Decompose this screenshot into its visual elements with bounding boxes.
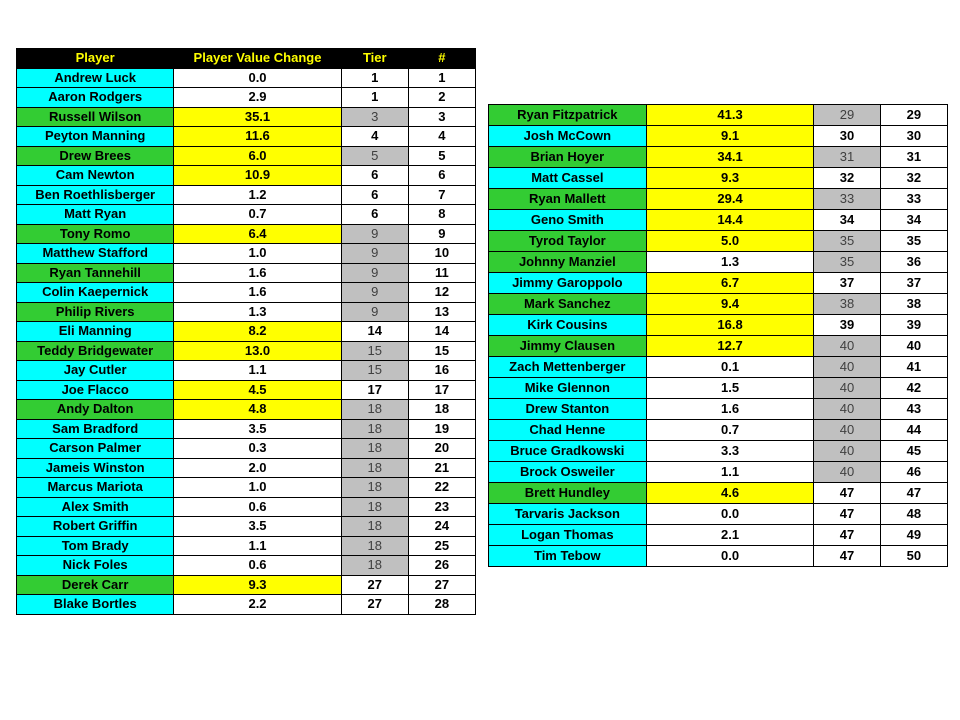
tier-cell: 47 xyxy=(814,483,880,504)
value-change-cell: 41.3 xyxy=(646,105,814,126)
value-change-cell: 9.3 xyxy=(646,168,814,189)
table-row xyxy=(489,462,948,483)
rankings-table-left xyxy=(16,48,476,615)
rank-cell: 43 xyxy=(880,399,947,420)
table-row xyxy=(17,127,476,147)
value-change-cell: 3.5 xyxy=(174,517,341,537)
value-change-cell: 2.1 xyxy=(646,525,814,546)
value-change-cell: 1.0 xyxy=(174,244,341,264)
value-change-cell: 1.1 xyxy=(174,361,341,381)
player-name-cell: Jimmy Clausen xyxy=(489,336,647,357)
tier-cell: 27 xyxy=(341,595,408,615)
player-name-cell: Drew Stanton xyxy=(489,399,647,420)
value-change-cell: 34.1 xyxy=(646,147,814,168)
tier-cell: 29 xyxy=(814,105,880,126)
value-change-cell: 14.4 xyxy=(646,210,814,231)
table-row xyxy=(489,126,948,147)
tier-cell: 40 xyxy=(814,420,880,441)
rank-cell: 6 xyxy=(408,166,475,186)
rank-cell: 21 xyxy=(408,458,475,478)
value-change-cell: 2.9 xyxy=(174,88,341,108)
rank-cell: 11 xyxy=(408,263,475,283)
player-name-cell: Derek Carr xyxy=(17,575,174,595)
header-rank: # xyxy=(408,49,475,69)
rank-cell: 34 xyxy=(880,210,947,231)
tier-cell: 18 xyxy=(341,517,408,537)
value-change-cell: 1.1 xyxy=(174,536,341,556)
rank-cell: 5 xyxy=(408,146,475,166)
value-change-cell: 1.3 xyxy=(174,302,341,322)
player-name-cell: Brock Osweiler xyxy=(489,462,647,483)
value-change-cell: 6.0 xyxy=(174,146,341,166)
value-change-cell: 10.9 xyxy=(174,166,341,186)
rank-cell: 47 xyxy=(880,483,947,504)
rank-cell: 3 xyxy=(408,107,475,127)
table-row xyxy=(489,378,948,399)
rank-cell: 41 xyxy=(880,357,947,378)
value-change-cell: 13.0 xyxy=(174,341,341,361)
player-name-cell: Geno Smith xyxy=(489,210,647,231)
table-row xyxy=(489,546,948,567)
tier-cell: 4 xyxy=(341,127,408,147)
player-name-cell: Joe Flacco xyxy=(17,380,174,400)
rank-cell: 27 xyxy=(408,575,475,595)
table-row xyxy=(17,361,476,381)
tier-cell: 37 xyxy=(814,273,880,294)
player-name-cell: Nick Foles xyxy=(17,556,174,576)
rank-cell: 29 xyxy=(880,105,947,126)
rank-cell: 23 xyxy=(408,497,475,517)
player-name-cell: Ryan Fitzpatrick xyxy=(489,105,647,126)
table-row xyxy=(489,273,948,294)
value-change-cell: 3.3 xyxy=(646,441,814,462)
table-row xyxy=(489,231,948,252)
table-row xyxy=(17,224,476,244)
table-row xyxy=(489,420,948,441)
table-row xyxy=(17,263,476,283)
tier-cell: 40 xyxy=(814,399,880,420)
value-change-cell: 1.6 xyxy=(646,399,814,420)
player-name-cell: Andrew Luck xyxy=(17,68,174,88)
table-row xyxy=(17,595,476,615)
value-change-cell: 0.3 xyxy=(174,439,341,459)
player-name-cell: Brett Hundley xyxy=(489,483,647,504)
player-name-cell: Zach Mettenberger xyxy=(489,357,647,378)
tier-cell: 32 xyxy=(814,168,880,189)
tier-cell: 15 xyxy=(341,341,408,361)
player-name-cell: Peyton Manning xyxy=(17,127,174,147)
player-name-cell: Teddy Bridgewater xyxy=(17,341,174,361)
tier-cell: 14 xyxy=(341,322,408,342)
player-name-cell: Carson Palmer xyxy=(17,439,174,459)
tier-cell: 40 xyxy=(814,462,880,483)
player-name-cell: Matt Ryan xyxy=(17,205,174,225)
value-change-cell: 9.4 xyxy=(646,294,814,315)
value-change-cell: 4.6 xyxy=(646,483,814,504)
player-name-cell: Logan Thomas xyxy=(489,525,647,546)
tier-cell: 18 xyxy=(341,478,408,498)
value-change-cell: 2.0 xyxy=(174,458,341,478)
table-row xyxy=(489,105,948,126)
tier-cell: 9 xyxy=(341,224,408,244)
value-change-cell: 0.1 xyxy=(646,357,814,378)
player-name-cell: Mike Glennon xyxy=(489,378,647,399)
player-name-cell: Andy Dalton xyxy=(17,400,174,420)
table-row xyxy=(17,517,476,537)
rank-cell: 42 xyxy=(880,378,947,399)
rank-cell: 39 xyxy=(880,315,947,336)
value-change-cell: 0.6 xyxy=(174,497,341,517)
player-name-cell: Josh McCown xyxy=(489,126,647,147)
tier-cell: 40 xyxy=(814,336,880,357)
player-name-cell: Chad Henne xyxy=(489,420,647,441)
player-name-cell: Tim Tebow xyxy=(489,546,647,567)
player-name-cell: Matt Cassel xyxy=(489,168,647,189)
rank-cell: 13 xyxy=(408,302,475,322)
rank-cell: 14 xyxy=(408,322,475,342)
value-change-cell: 8.2 xyxy=(174,322,341,342)
table-row xyxy=(17,166,476,186)
rank-cell: 12 xyxy=(408,283,475,303)
tier-cell: 31 xyxy=(814,147,880,168)
table-row xyxy=(17,536,476,556)
table-row xyxy=(17,205,476,225)
table-row xyxy=(489,168,948,189)
value-change-cell: 4.5 xyxy=(174,380,341,400)
player-name-cell: Bruce Gradkowski xyxy=(489,441,647,462)
tier-cell: 47 xyxy=(814,546,880,567)
table-row xyxy=(17,575,476,595)
table-row xyxy=(489,525,948,546)
table-row xyxy=(17,68,476,88)
tier-cell: 27 xyxy=(341,575,408,595)
player-name-cell: Aaron Rodgers xyxy=(17,88,174,108)
tier-cell: 47 xyxy=(814,504,880,525)
tier-cell: 38 xyxy=(814,294,880,315)
value-change-cell: 1.6 xyxy=(174,263,341,283)
rank-cell: 19 xyxy=(408,419,475,439)
header-player: Player xyxy=(17,49,174,69)
table-row xyxy=(489,147,948,168)
tier-cell: 35 xyxy=(814,252,880,273)
value-change-cell: 6.7 xyxy=(646,273,814,294)
tier-cell: 33 xyxy=(814,189,880,210)
player-name-cell: Tony Romo xyxy=(17,224,174,244)
left-table-body xyxy=(17,68,476,614)
value-change-cell: 29.4 xyxy=(646,189,814,210)
tier-cell: 18 xyxy=(341,536,408,556)
table-row xyxy=(489,357,948,378)
tier-cell: 30 xyxy=(814,126,880,147)
tier-cell: 39 xyxy=(814,315,880,336)
tier-cell: 18 xyxy=(341,400,408,420)
rank-cell: 24 xyxy=(408,517,475,537)
value-change-cell: 11.6 xyxy=(174,127,341,147)
tier-cell: 40 xyxy=(814,357,880,378)
value-change-cell: 0.0 xyxy=(646,504,814,525)
value-change-cell: 0.6 xyxy=(174,556,341,576)
player-name-cell: Jay Cutler xyxy=(17,361,174,381)
value-change-cell: 9.1 xyxy=(646,126,814,147)
table-row xyxy=(17,185,476,205)
player-name-cell: Jameis Winston xyxy=(17,458,174,478)
tier-cell: 9 xyxy=(341,302,408,322)
player-name-cell: Ryan Mallett xyxy=(489,189,647,210)
rank-cell: 50 xyxy=(880,546,947,567)
rank-cell: 32 xyxy=(880,168,947,189)
tier-cell: 9 xyxy=(341,263,408,283)
tier-cell: 17 xyxy=(341,380,408,400)
tier-cell: 18 xyxy=(341,497,408,517)
player-name-cell: Tom Brady xyxy=(17,536,174,556)
table-row xyxy=(17,400,476,420)
rank-cell: 10 xyxy=(408,244,475,264)
player-name-cell: Jimmy Garoppolo xyxy=(489,273,647,294)
table-row xyxy=(17,458,476,478)
value-change-cell: 0.7 xyxy=(646,420,814,441)
value-change-cell: 0.0 xyxy=(646,546,814,567)
table-row xyxy=(489,336,948,357)
table-row xyxy=(17,497,476,517)
value-change-cell: 2.2 xyxy=(174,595,341,615)
table-row xyxy=(489,189,948,210)
player-name-cell: Matthew Stafford xyxy=(17,244,174,264)
table-row xyxy=(489,483,948,504)
rank-cell: 16 xyxy=(408,361,475,381)
tier-cell: 1 xyxy=(341,88,408,108)
player-name-cell: Kirk Cousins xyxy=(489,315,647,336)
tier-cell: 47 xyxy=(814,525,880,546)
table-row xyxy=(17,146,476,166)
rank-cell: 40 xyxy=(880,336,947,357)
value-change-cell: 1.2 xyxy=(174,185,341,205)
player-name-cell: Eli Manning xyxy=(17,322,174,342)
tier-cell: 3 xyxy=(341,107,408,127)
rank-cell: 17 xyxy=(408,380,475,400)
table-row xyxy=(489,399,948,420)
rank-cell: 44 xyxy=(880,420,947,441)
rank-cell: 37 xyxy=(880,273,947,294)
tier-cell: 6 xyxy=(341,205,408,225)
value-change-cell: 35.1 xyxy=(174,107,341,127)
right-table-body xyxy=(489,105,948,567)
table-row xyxy=(17,88,476,108)
tier-cell: 6 xyxy=(341,166,408,186)
value-change-cell: 1.3 xyxy=(646,252,814,273)
table-row xyxy=(17,244,476,264)
rank-cell: 35 xyxy=(880,231,947,252)
tier-cell: 18 xyxy=(341,458,408,478)
rank-cell: 8 xyxy=(408,205,475,225)
table-row xyxy=(17,380,476,400)
tier-cell: 40 xyxy=(814,441,880,462)
header-player-value-change: Player Value Change xyxy=(174,49,341,69)
rank-cell: 4 xyxy=(408,127,475,147)
rank-cell: 33 xyxy=(880,189,947,210)
tier-cell: 34 xyxy=(814,210,880,231)
value-change-cell: 1.6 xyxy=(174,283,341,303)
table-row xyxy=(17,478,476,498)
table-row xyxy=(489,210,948,231)
rank-cell: 36 xyxy=(880,252,947,273)
rank-cell: 20 xyxy=(408,439,475,459)
value-change-cell: 4.8 xyxy=(174,400,341,420)
table-row xyxy=(17,439,476,459)
rankings-table-right xyxy=(488,104,948,567)
player-name-cell: Robert Griffin xyxy=(17,517,174,537)
player-name-cell: Ben Roethlisberger xyxy=(17,185,174,205)
value-change-cell: 5.0 xyxy=(646,231,814,252)
player-name-cell: Sam Bradford xyxy=(17,419,174,439)
rank-cell: 45 xyxy=(880,441,947,462)
table-row xyxy=(489,252,948,273)
player-name-cell: Alex Smith xyxy=(17,497,174,517)
table-row xyxy=(17,341,476,361)
tier-cell: 9 xyxy=(341,244,408,264)
player-name-cell: Cam Newton xyxy=(17,166,174,186)
rank-cell: 38 xyxy=(880,294,947,315)
rank-cell: 18 xyxy=(408,400,475,420)
rank-cell: 30 xyxy=(880,126,947,147)
value-change-cell: 3.5 xyxy=(174,419,341,439)
player-name-cell: Mark Sanchez xyxy=(489,294,647,315)
rank-cell: 1 xyxy=(408,68,475,88)
tier-cell: 35 xyxy=(814,231,880,252)
tier-cell: 9 xyxy=(341,283,408,303)
tier-cell: 1 xyxy=(341,68,408,88)
player-name-cell: Colin Kaepernick xyxy=(17,283,174,303)
value-change-cell: 6.4 xyxy=(174,224,341,244)
value-change-cell: 9.3 xyxy=(174,575,341,595)
value-change-cell: 1.0 xyxy=(174,478,341,498)
table-row xyxy=(17,302,476,322)
header-row xyxy=(17,49,476,69)
rank-cell: 28 xyxy=(408,595,475,615)
header-tier: Tier xyxy=(341,49,408,69)
table-row xyxy=(489,294,948,315)
rank-cell: 46 xyxy=(880,462,947,483)
tier-cell: 6 xyxy=(341,185,408,205)
tier-cell: 18 xyxy=(341,556,408,576)
rank-cell: 15 xyxy=(408,341,475,361)
player-name-cell: Blake Bortles xyxy=(17,595,174,615)
table-row xyxy=(17,556,476,576)
player-name-cell: Ryan Tannehill xyxy=(17,263,174,283)
rank-cell: 49 xyxy=(880,525,947,546)
rank-cell: 22 xyxy=(408,478,475,498)
table-row xyxy=(17,419,476,439)
rank-cell: 26 xyxy=(408,556,475,576)
player-name-cell: Brian Hoyer xyxy=(489,147,647,168)
player-name-cell: Marcus Mariota xyxy=(17,478,174,498)
rank-cell: 7 xyxy=(408,185,475,205)
value-change-cell: 12.7 xyxy=(646,336,814,357)
tier-cell: 18 xyxy=(341,419,408,439)
value-change-cell: 0.0 xyxy=(174,68,341,88)
table-row xyxy=(489,504,948,525)
tier-cell: 40 xyxy=(814,378,880,399)
value-change-cell: 1.5 xyxy=(646,378,814,399)
rank-cell: 25 xyxy=(408,536,475,556)
value-change-cell: 1.1 xyxy=(646,462,814,483)
player-name-cell: Philip Rivers xyxy=(17,302,174,322)
rank-cell: 48 xyxy=(880,504,947,525)
table-row xyxy=(489,441,948,462)
tier-cell: 18 xyxy=(341,439,408,459)
player-name-cell: Tarvaris Jackson xyxy=(489,504,647,525)
rank-cell: 31 xyxy=(880,147,947,168)
value-change-cell: 0.7 xyxy=(174,205,341,225)
player-name-cell: Tyrod Taylor xyxy=(489,231,647,252)
tier-cell: 15 xyxy=(341,361,408,381)
table-row xyxy=(489,315,948,336)
player-name-cell: Johnny Manziel xyxy=(489,252,647,273)
table-row xyxy=(17,283,476,303)
rank-cell: 2 xyxy=(408,88,475,108)
rank-cell: 9 xyxy=(408,224,475,244)
tier-cell: 5 xyxy=(341,146,408,166)
value-change-cell: 16.8 xyxy=(646,315,814,336)
player-name-cell: Drew Brees xyxy=(17,146,174,166)
table-row xyxy=(17,322,476,342)
player-name-cell: Russell Wilson xyxy=(17,107,174,127)
table-row xyxy=(17,107,476,127)
